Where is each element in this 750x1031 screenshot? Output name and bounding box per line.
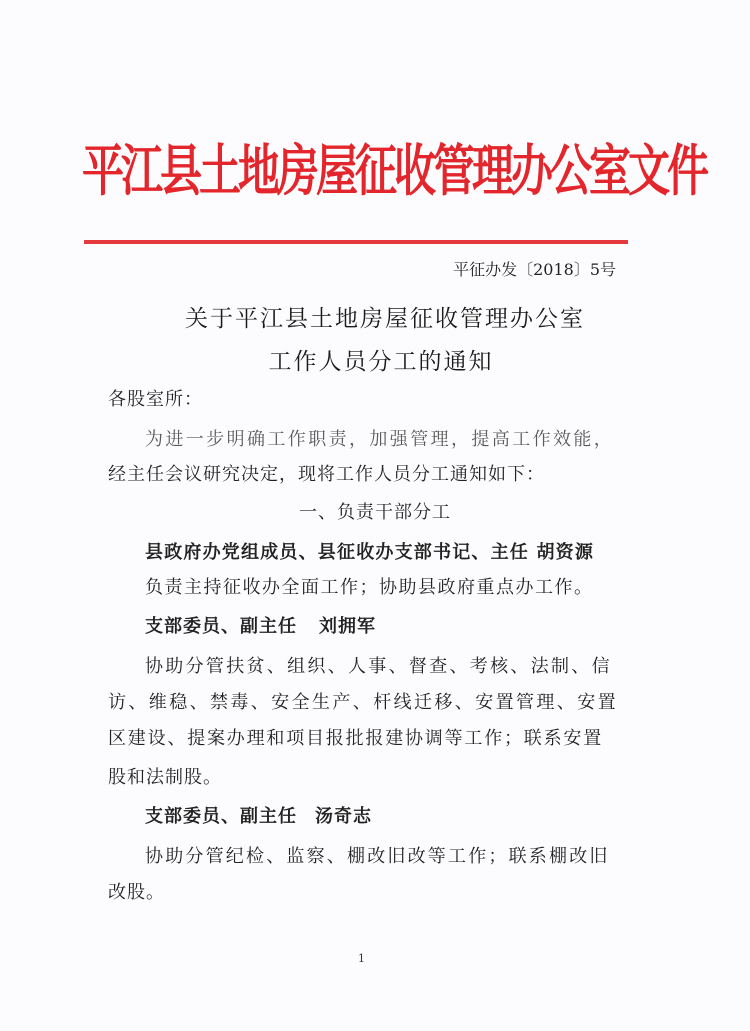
role-person-name: 刘拥军 [319, 616, 376, 637]
role-title: 支部委员、副主任 [145, 806, 297, 827]
salutation: 各股室所： [108, 389, 203, 410]
role-heading-1 [145, 538, 594, 564]
role-duty-line: 协助分管纪检、监察、棚改旧改等工作；联系棚改旧 [145, 846, 610, 867]
notice-title-line-2: 工作人员分工的通知 [268, 349, 494, 375]
role-heading-2 [145, 612, 376, 638]
role-duty-line: 访、维稳、禁毒、安全生产、杆线迁移、安置管理、安置 [108, 692, 618, 713]
document-header-title: 平江县土地房屋征收管理办公室文件 [82, 138, 707, 204]
header-red-rule [84, 240, 628, 244]
role-heading-3 [145, 802, 372, 828]
role-person-name: 汤奇志 [315, 806, 372, 827]
role-duty-line: 改股。 [108, 882, 165, 903]
role-title: 县政府办党组成员、县征收办支部书记、主任 [145, 542, 529, 563]
intro-line-1: 为进一步明确工作职责，加强管理，提高工作效能， [145, 429, 615, 450]
document-number: 平征办发〔2018〕5号 [453, 260, 616, 279]
role-duty-line: 区建设、提案办理和项目报批报建协调等工作；联系安置 [108, 728, 603, 749]
role-duty-line: 负责主持征收办全面工作；协助县政府重点办工作。 [145, 577, 594, 598]
role-duty-line: 协助分管扶贫、组织、人事、督查、考核、法制、信 [145, 656, 612, 677]
role-title: 支部委员、副主任 [145, 616, 297, 637]
intro-line-2: 经主任会议研究决定，现将工作人员分工通知如下： [108, 464, 545, 485]
notice-title-line-1: 关于平江县土地房屋征收管理办公室 [185, 306, 585, 332]
section-heading: 一、负责干部分工 [299, 502, 451, 523]
role-duty-line: 股和法制股。 [108, 767, 222, 788]
page-number: 1 [358, 952, 365, 965]
role-person-name: 胡资源 [536, 542, 595, 563]
